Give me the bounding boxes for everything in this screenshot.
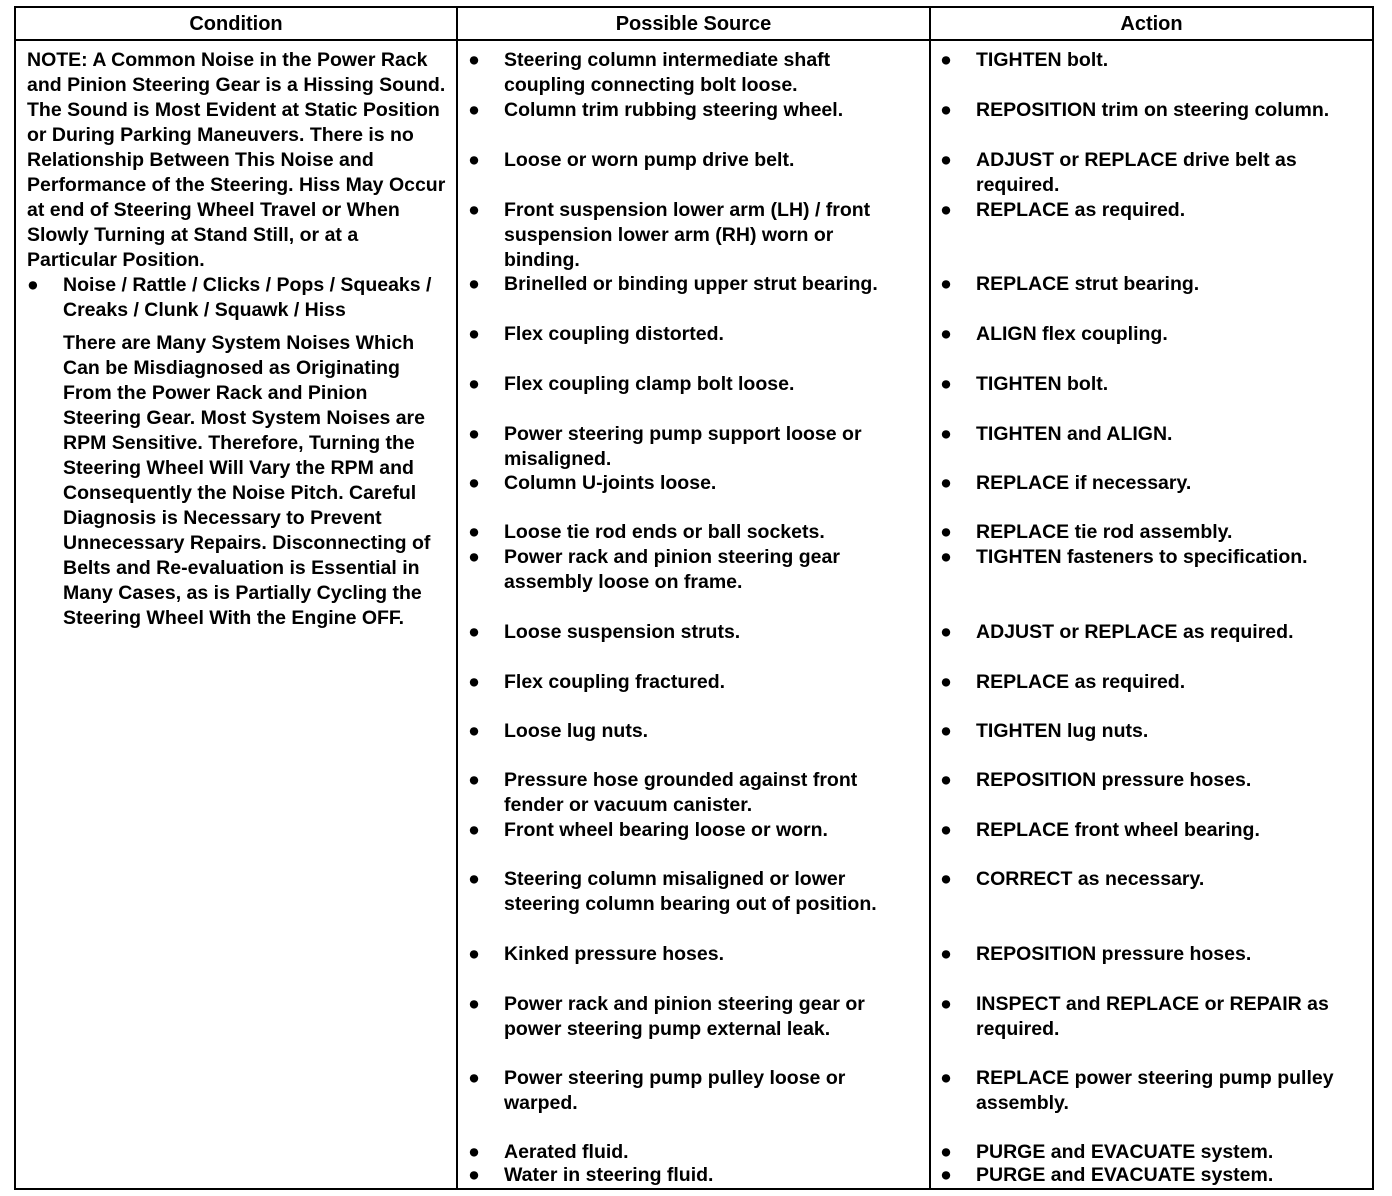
source-item — [466, 322, 906, 347]
column-divider-1 — [456, 6, 458, 1190]
bullet-icon: ● — [468, 273, 480, 295]
action-text: REPOSITION trim on steering column. — [976, 99, 1330, 121]
header-condition: Condition — [189, 13, 283, 35]
action-text: ADJUST or REPLACE as required. — [976, 621, 1294, 643]
source-text: Power steering pump pulley loose or warped. — [504, 1067, 846, 1114]
action-item — [938, 768, 1368, 793]
bullet-icon: ● — [468, 1067, 480, 1089]
source-text: Loose lug nuts. — [504, 720, 649, 742]
source-item — [466, 768, 906, 818]
bullet-icon: ● — [940, 819, 952, 841]
source-text: Brinelled or binding upper strut bearing. — [504, 273, 878, 295]
bullet-icon: ● — [27, 274, 39, 296]
bullet-icon: ● — [940, 49, 952, 71]
bullet-icon: ● — [940, 1141, 952, 1163]
bullet-icon: ● — [468, 423, 480, 445]
source-item — [466, 942, 906, 967]
source-item — [466, 620, 906, 645]
source-item — [466, 670, 906, 695]
bullet-icon: ● — [940, 521, 952, 543]
source-text: Column trim rubbing steering wheel. — [504, 99, 844, 121]
bullet-icon: ● — [468, 1141, 480, 1163]
action-item — [938, 1066, 1368, 1116]
bullet-icon: ● — [940, 323, 952, 345]
bullet-icon: ● — [468, 472, 480, 494]
bullet-icon: ● — [468, 868, 480, 890]
source-text: Flex coupling fractured. — [504, 671, 726, 693]
bullet-icon: ● — [468, 49, 480, 71]
bullet-icon: ● — [940, 868, 952, 890]
source-item — [466, 1163, 906, 1188]
source-text: Loose or worn pump drive belt. — [504, 149, 795, 171]
condition-bullet-text: Noise / Rattle / Clicks / Pops / Squeaks / Creaks / Clunk / Squawk / Hiss — [63, 274, 432, 321]
action-item — [938, 422, 1368, 447]
bullet-icon: ● — [468, 720, 480, 742]
bullet-icon: ● — [468, 1164, 480, 1186]
header-possible-source: Possible Source — [615, 13, 772, 35]
source-item — [466, 422, 906, 472]
bullet-icon: ● — [940, 1164, 952, 1186]
bullet-icon: ● — [468, 199, 480, 221]
condition-note: NOTE: A Common Noise in the Power Rack and Pinion Steering Gear is a Hissing Sound. The Sound is Most Evident at Static Position or During Parking Maneuvers. There is no Relationship Between This Noise and Performance of the Steering. Hiss May Occur at end of Steering Wheel Travel or When Slowly Turning at Stand Still, or at a Particular Position. — [27, 49, 446, 271]
source-text: Steering column misaligned or lower steering column bearing out of position. — [504, 868, 877, 915]
source-text: Front suspension lower arm (LH) / front suspension lower arm (RH) worn or binding. — [504, 199, 871, 271]
action-text: INSPECT and REPLACE or REPAIR as required. — [976, 993, 1329, 1040]
bullet-icon: ● — [940, 546, 952, 568]
action-item — [938, 1140, 1368, 1165]
source-text: Kinked pressure hoses. — [504, 943, 725, 965]
source-item — [466, 992, 906, 1042]
bullet-icon: ● — [468, 521, 480, 543]
action-item — [938, 372, 1368, 397]
action-text: ADJUST or REPLACE drive belt as required. — [976, 149, 1297, 196]
source-item — [466, 719, 906, 744]
action-item — [938, 719, 1368, 744]
bullet-icon: ● — [940, 1067, 952, 1089]
source-item — [466, 471, 906, 496]
bullet-icon: ● — [940, 943, 952, 965]
bullet-icon: ● — [468, 546, 480, 568]
source-item — [466, 818, 906, 843]
source-text: Pressure hose grounded against front fender or vacuum canister. — [504, 769, 858, 816]
source-item — [466, 198, 906, 273]
source-text: Water in steering fluid. — [504, 1164, 714, 1186]
action-item — [938, 48, 1368, 73]
bullet-icon: ● — [940, 199, 952, 221]
action-item — [938, 272, 1368, 297]
source-item — [466, 1066, 906, 1116]
bullet-icon: ● — [940, 99, 952, 121]
bullet-icon: ● — [940, 149, 952, 171]
action-text: PURGE and EVACUATE system. — [976, 1164, 1274, 1186]
bullet-icon: ● — [940, 769, 952, 791]
source-text: Loose suspension struts. — [504, 621, 741, 643]
condition-detail: There are Many System Noises Which Can be Misdiagnosed as Originating From the Power Rack and Pinion Steering Gear. Most System Noises are RPM Sensitive. Therefore, Turning the Steering Wheel Will Vary the RPM and Consequently the Noise Pitch. Careful Diagnosis is Necessary to Prevent Unnecessary Repairs. Disconnecting of Belts and Re-evaluation is Essential in Many Cases, as is Partially Cycling the Steering Wheel With the Engine OFF. — [63, 332, 431, 629]
bullet-icon: ● — [940, 423, 952, 445]
action-text: REPLACE power steering pump pulley assembly. — [976, 1067, 1334, 1114]
source-item — [466, 867, 906, 917]
action-item — [938, 942, 1368, 967]
source-text: Column U-joints loose. — [504, 472, 717, 494]
action-text: TIGHTEN lug nuts. — [976, 720, 1149, 742]
bullet-icon: ● — [468, 943, 480, 965]
bullet-icon: ● — [940, 993, 952, 1015]
bullet-icon: ● — [468, 671, 480, 693]
bullet-icon: ● — [468, 993, 480, 1015]
source-item — [466, 148, 906, 173]
bullet-icon: ● — [468, 769, 480, 791]
source-text: Power steering pump support loose or misaligned. — [504, 423, 862, 470]
source-text: Flex coupling distorted. — [504, 323, 724, 345]
action-item — [938, 545, 1368, 570]
source-item — [466, 520, 906, 545]
source-item — [466, 372, 906, 397]
action-item — [938, 322, 1368, 347]
bullet-icon: ● — [940, 373, 952, 395]
bullet-icon: ● — [468, 323, 480, 345]
action-item — [938, 992, 1368, 1042]
action-item — [938, 198, 1368, 223]
action-text: REPLACE as required. — [976, 199, 1186, 221]
bullet-icon: ● — [468, 373, 480, 395]
source-text: Loose tie rod ends or ball sockets. — [504, 521, 825, 543]
bullet-icon: ● — [468, 819, 480, 841]
bullet-icon: ● — [940, 621, 952, 643]
action-text: REPLACE if necessary. — [976, 472, 1192, 494]
bullet-icon: ● — [940, 273, 952, 295]
source-text: Power rack and pinion steering gear or power steering pump external leak. — [504, 993, 865, 1040]
header-divider — [14, 39, 1374, 41]
source-item — [466, 1140, 906, 1165]
bullet-icon: ● — [940, 671, 952, 693]
source-text: Steering column intermediate shaft coupling connecting bolt loose. — [504, 49, 831, 96]
header-action: Action — [1120, 13, 1183, 35]
source-text: Flex coupling clamp bolt loose. — [504, 373, 795, 395]
source-item — [466, 272, 906, 297]
action-text: ALIGN flex coupling. — [976, 323, 1168, 345]
bullet-icon: ● — [940, 720, 952, 742]
source-item — [466, 545, 906, 595]
action-text: REPLACE as required. — [976, 671, 1186, 693]
action-text: REPOSITION pressure hoses. — [976, 943, 1252, 965]
bullet-icon: ● — [468, 621, 480, 643]
action-item — [938, 1163, 1368, 1188]
source-item — [466, 98, 906, 123]
action-text: REPLACE front wheel bearing. — [976, 819, 1260, 841]
source-text: Power rack and pinion steering gear assembly loose on frame. — [504, 546, 840, 593]
action-item — [938, 670, 1368, 695]
action-item — [938, 98, 1368, 123]
action-item — [938, 471, 1368, 496]
condition-bullet-item — [27, 273, 447, 323]
action-item — [938, 520, 1368, 545]
action-item — [938, 867, 1368, 892]
bullet-icon: ● — [940, 472, 952, 494]
action-item — [938, 148, 1368, 198]
action-item — [938, 620, 1368, 645]
action-text: CORRECT as necessary. — [976, 868, 1205, 890]
source-text: Front wheel bearing loose or worn. — [504, 819, 828, 841]
bullet-icon: ● — [468, 149, 480, 171]
action-item — [938, 818, 1368, 843]
action-text: TIGHTEN bolt. — [976, 373, 1109, 395]
condition-cell — [27, 48, 447, 631]
column-divider-2 — [929, 6, 931, 1190]
action-text: TIGHTEN and ALIGN. — [976, 423, 1173, 445]
bullet-icon: ● — [468, 99, 480, 121]
action-text: REPLACE strut bearing. — [976, 273, 1200, 295]
action-text: PURGE and EVACUATE system. — [976, 1141, 1274, 1163]
source-text: Aerated fluid. — [504, 1141, 629, 1163]
action-text: TIGHTEN fasteners to specification. — [976, 546, 1308, 568]
action-text: REPLACE tie rod assembly. — [976, 521, 1233, 543]
source-item — [466, 48, 906, 98]
action-text: TIGHTEN bolt. — [976, 49, 1109, 71]
action-text: REPOSITION pressure hoses. — [976, 769, 1252, 791]
